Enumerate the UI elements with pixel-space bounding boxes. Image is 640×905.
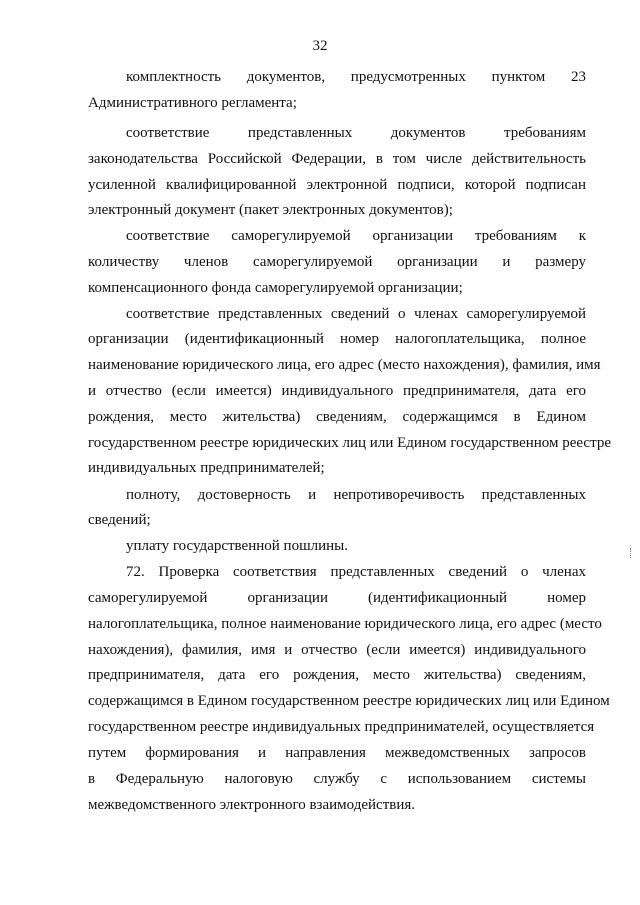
text-line: путем формирования и направления межведомственных запросов — [88, 745, 586, 761]
text-line: государственном реестре юридических лиц или Едином государственном реестре — [88, 435, 611, 451]
page-number: 32 — [312, 38, 328, 54]
text-line: государственном реестре индивидуальных предпринимателей, осуществляется — [88, 719, 595, 735]
text-line: нахождения), фамилия, имя и отчество (если имеется) индивидуального — [88, 642, 586, 658]
text-line: комплектность документов, предусмотренных пунктом 23 — [126, 69, 586, 85]
text-line: налогоплательщика, полное наименование юридического лица, его адрес (место — [88, 616, 602, 632]
text-line: сведений; — [88, 512, 151, 528]
text-line: компенсационного фонда саморегулируемой организации; — [88, 280, 463, 296]
text-line: 72. Проверка соответствия представленных сведений о членах — [126, 564, 586, 580]
text-line: количеству членов саморегулируемой организации и размеру — [88, 254, 586, 270]
text-line: и отчество (если имеется) индивидуального предпринимателя, дата его — [88, 383, 586, 399]
text-line: электронный документ (пакет электронных документов); — [88, 202, 453, 218]
text-line: соответствие представленных сведений о членах саморегулируемой — [126, 306, 586, 322]
text-line: рождения, место жительства) сведениям, содержащимся в Едином — [88, 409, 586, 425]
text-line: усиленной квалифицированной электронной подписи, которой подписан — [88, 177, 586, 193]
text-line: предпринимателя, дата его рождения, место жительства) сведениям, — [88, 667, 586, 683]
text-line: межведомственного электронного взаимодействия. — [88, 797, 416, 813]
text-line: уплату государственной пошлины. — [126, 538, 348, 554]
text-line: Административного регламента; — [88, 95, 297, 111]
text-line: в Федеральную налоговую службу с использованием системы — [88, 771, 586, 787]
text-line: соответствие саморегулируемой организации требованиям к — [126, 228, 586, 244]
text-line: индивидуальных предпринимателей; — [88, 460, 325, 476]
text-line: законодательства Российской Федерации, в том числе действительность — [88, 151, 586, 167]
scan-edge-mark — [630, 548, 633, 558]
text-line: полноту, достоверность и непротиворечивость представленных — [126, 487, 586, 503]
text-line: организации (идентификационный номер налогоплательщика, полное — [88, 331, 586, 347]
text-line: содержащимся в Едином государственном реестре юридических лиц или Едином — [88, 693, 610, 709]
text-line: саморегулируемой организации (идентификационный номер — [88, 590, 586, 606]
text-line: соответствие представленных документов требованиям — [126, 125, 586, 141]
text-line: наименование юридического лица, его адрес (место нахождения), фамилия, имя — [88, 357, 601, 373]
